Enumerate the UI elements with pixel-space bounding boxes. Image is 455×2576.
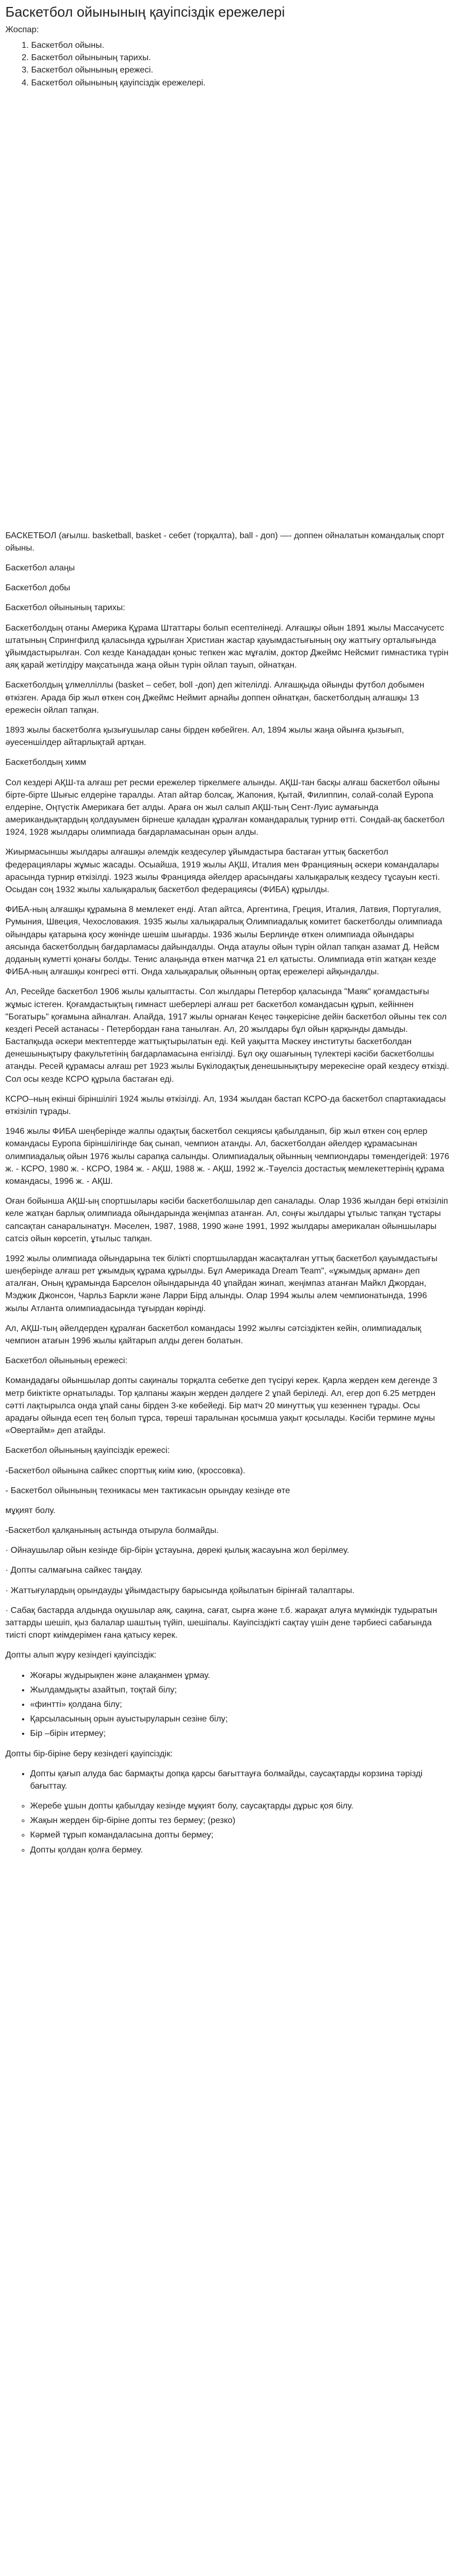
blank-area — [5, 89, 450, 530]
paragraph-safety-7: · Жаттығулардың орындауды ұйымдастыру барысында қойылатын бірінғай талаптары. — [5, 1586, 355, 1595]
toc-item: 2. Баскетбол ойынының тарихы. — [31, 52, 450, 64]
toc-item: 1. Баскетбол ойыны. — [31, 39, 450, 52]
paragraph-history-11: Оған бойынша АҚШ-ың спортшылары кәсіби баскетболшылар деп саналады. Олар 1936 жылдан бері өткізіліп келе жатқан барлық олимпиада ойындарында жеңімпаз атанған. Ал, соңғы жылдары ұтылыс тапқан тұстары сапсақтан санаралынатұн. Мәселен, 1987, 1988, 1990 және 1991, 1992 жылдары америкалан ойыншылары сатсіз ойын көрсетіп, ұтылыс тапқан. — [5, 1197, 449, 1243]
list-item: • Қарсыласының орын ауыстыруларын сезіне білу; — [30, 1713, 450, 1725]
paragraph-history-heading: Баскетбол ойынының тарихы: — [5, 603, 125, 613]
paragraph-history-6: Жиырмасыншы жылдары алғашқы әлемдік кездесулер ұйымдастыра бастаған уттық баскетбол федерациялары жұмыс жасады. Осыайша, 1919 жылы АҚШ, Италия мен Францияның әскери командалары арасында турнир өткізілді. 1923 жылы Францияда әйелдер арасындағы халықаралық кездесу тұсауын кесті. Осыдан соң 1932 жылы халықаралық баскетбол федерациясы (ФИБА) құрылды. — [5, 848, 440, 895]
paragraph-history-2: Баскетболдың ұлмелліллы (basket – себет, boll -доп) деп жітелілді. Алғашқыда ойынды футбол добымен өткізген. Арада бір жыл өткен соң Джеймс Неймит арнайы доппен ойнатқан, баскетболдың алғашқы 13 ережесін ойлап тапқан. — [5, 681, 424, 715]
toc-item: 4. Баскетбол ойынының қауіпсіздік ережелері. — [31, 77, 450, 89]
list-item: ◦ Жақын жерден бір-біріне допты тез бермеу; (резко) — [30, 1814, 450, 1827]
list-item: • Жылдамдықты азайтып, тоқтай білу; — [30, 1684, 450, 1696]
paragraph-rules-1: Командадағы ойыншылар допты сақиналы торқалта себетке деп түсіруі керек. Қарла жерден кем дегенде 3 метр биіктікте орнатылады. Тор қалпаны жақын жерден дәлдеге 2 ұпай беріледі. Ал, егер доп 6.25 метрден сәтті лақтырылса онда ұпай саны бірден 3-ке көбейеді. Бір матч 20 минуттық үш кезеннен тұрады. Осы арадағы ойында есеп тең болып тұрса, төреші таралынан қосымша уақыт қосылады. Кәсіби термине мұны «Овертайм» деп атайды. — [5, 1376, 438, 1436]
dribble-list — [5, 1768, 450, 1792]
paragraph-safety-3: мұқият болу. — [5, 1506, 56, 1515]
catch-list — [5, 1669, 450, 1740]
paragraph-definition: БАСКЕТБОЛ (ағылш. basketball, basket - себет (торқалта), ball - доп) —- доппен ойналатын командалық спорт ойыны. — [5, 531, 445, 553]
list-item: • Жоғары жүдырықпен және алақанмен ұрмау. — [30, 1669, 450, 1682]
toc-item: 3. Баскетбол ойынының ережесі. — [31, 64, 450, 76]
paragraph-rules-heading: Баскетбол ойынының ережесі: — [5, 1356, 128, 1366]
paragraph-history-7: ФИБА-ның алғашқы құрамына 8 мемлекет енді. Атап айтса, Аргентина, Греция, Италия, Латвия, Португалия, Румыния, Швеция, Чехословакия. 1935 жылы халықаралық Олимпиадалық комитет баскетболды олимпиада ойындары қатарына қосу жөнінде шешім шығарды. 1936 жылы Берлинде өткен олимпиада ойындары аясында баскетболдың бағдарламасы дайындалды. Онда атаулы ойын түрін ойлап тапқан азамат Д. Нейсм доданың куметті қонағы болды. Тенис алаңында өткен матчқа 21 ел қатысты. Олимпиада өтіп жатқан кезде ФИБА-ның алғашқы конгресі өтті. Онда халықаралық ойынның ортақ ережелері айқындалды. — [5, 905, 443, 977]
paragraph-safety-4: -Баскетбол қалқанының астында отырула болмайды. — [5, 1526, 219, 1536]
paragraph-safety-1: -Баскетбол ойынына сайкес спорттық киім кию, (кроссовка). — [5, 1466, 245, 1475]
pass-list — [5, 1800, 450, 1856]
paragraph-history-1: Баскетболдың отаны Америка Құрама Штаттары болып есептелінеді. Алғашқы ойын 1891 жылы Массачусетс штатының Спрингфилд қаласында құрылған Христиан жастар қауымдастығының оқу жаттығу орталығында ұйымдастырылған. Сол кезде Канададан қоныс тепкен жас мұғалім, доктор Джеймс Нейсмит гимнастика түрін аяқ қарай жетілдіру мақсатында жаңа ойын түрін ойлап тауып, ойнатқан. — [5, 623, 449, 670]
paragraph-safety-8: · Сабақ бастарда алдында оқушылар аяқ, сақина, сағат, сырға және т.б. жарақат алуға мүмкіндік тудыратын заттарды шешіп, қыз балалар шаштың түйіп, шешіпалы. Кауіпсіздікті сақтау үшін дене тәрбиесі сабағында тиісті спорт киімдерімен ғана қатысу керек. — [5, 1605, 437, 1640]
list-item: ◦ Кәрмей тұрып командаласына допты бермеу; — [30, 1829, 450, 1841]
paragraph-ball: Баскетбол добы — [5, 583, 70, 593]
paragraph-safety-2: - Баскетбол ойынының техникасы мен тактикасын орындау кезінде өте — [5, 1486, 290, 1495]
paragraph-history-3: 1893 жылы баскетболға қызығушылар саны бірден көбейген. Ал, 1894 жылы жаңа ойынға қызығып, әуесеншілдер айтарлықтай артқан. — [5, 725, 405, 748]
list-item: ◦ Допты қолдан қолға бермеу. — [30, 1844, 450, 1856]
list-item: • Бір –бірін итермеу; — [30, 1727, 450, 1740]
table-of-contents — [5, 39, 450, 89]
list-item: • «финтті» қолдана білу; — [30, 1698, 450, 1711]
paragraph-dribble-heading: Допты бір-біріне беру кезіндегі қауіпсіздік: — [5, 1749, 173, 1759]
paragraph-safety-heading: Баскетбол ойынының қауіпсіздік ережесі: — [5, 1446, 170, 1456]
list-item: ◦ Жеребе ұшын допты қабылдау кезінде мұқият болу, саусақтарды дұрыс қоя білу. — [30, 1800, 450, 1812]
list-item: • Допты қағып алуда бас бармақты допқа қарсы бағыттауға болмайды, саусақтарды корзина тәріздi бағыттау. — [30, 1768, 450, 1792]
paragraph-history-10: 1946 жылы ФИБА шеңберінде жалпы одақтық баскетбол секциясы қабылданып, бір жыл өткен соң ерлер командасы Еуропа біріншілігінде бақ сынап, чемпион атанды. Ал, баскетболдан әйелдер құрамасынан олимпиадалық ойын 1976 жылы сарапқа салынды. Олимпиадалық ойынның чемпиондары төмендегідей: 1976 ж. - КСРО, 1980 ж. - КСРО, 1984 ж. - АҚШ, 1988 ж. - АҚШ, 1992 ж.-Тәуелсіз достастық мемлекеттерінің құрама командасы, 1996 ж. - АҚШ. — [5, 1127, 450, 1186]
paragraph-history-8: Ал, Ресейде баскетбол 1906 жылы қалыптасты. Сол жылдары Петербор қаласында "Маяк" қоғамдастығы жұмыс істеген. Қоғамдастықтың гимнаст шеберлері алғаш рет баскетбол командасын құрып, кейіннен "Богатырь" қоғамына айналған. Алайда, 1917 жылы орнаған Кеңес тәңкерісіне дейін баскетбол ойыны тек сол кездегі Ресей астанасы - Петербордан ғана танылған. Ал, 20 жылдары бұл ойын қарқынды дамыды. Бастапқыда әскери мектептерде жаттықтырылатын еді. Кей уақытта Мәскеу институты баскетболдан денешынықтыру факультетінің бағдарламасына енгізілді. Бұл оқу ошағының түлектері кәсіби баскетболшы атанды. Ресей құрамасы алғаш рет 1923 жылы Бүкілодақтық денешынықтыру мерекесіне орай кездесу өткізді. Сол осы кезде КСРО құрыла бастаған еді. — [5, 987, 450, 1084]
paragraph-history-12: 1992 жылы олимпиада ойындарына тек біліктi спортшылардан жасақталған уттық баскетбол қауымдастығы шеңберінде алғаш рет ұжымдық құрама құрылды. Бұл Америкада Dream Team", «ұжымдық арман» деп аталған, Оның құрамында Барселон ойындарында 40 ұпайдан жинап, жеңімпаз атанған Майкл Джордан, Мэджик Джонсон, Чарльз Баркли және Ларри Бірд алынды. Олар 1994 жылы әлем чемпионатында, 1996 жылы Атланта олимпиадасында тұғырдан көрінді. — [5, 1254, 438, 1313]
paragraph-safety-6: · Допты салмағына сайкес таңдау. — [5, 1566, 143, 1575]
toc-label: Жоспар: — [5, 25, 39, 34]
page-title: Баскетбол ойынының қауіпсіздік ережелері — [5, 4, 285, 20]
paragraph-history-9: КСРО–ның екінші біріншілігі 1924 жылы өткізілді. Ал, 1934 жылдан бастап КСРО-да баскетбол спартакиадасы өткізіліп тұрады. — [5, 1094, 446, 1117]
paragraph-history-4: Баскетболдың химм — [5, 758, 86, 768]
paragraph-court: Баскетбол алаңы — [5, 563, 75, 573]
article-body — [5, 530, 450, 1856]
paragraph-catch-heading: Допты алып жүру кезіндегі қауіпсіздік: — [5, 1651, 156, 1660]
paragraph-history-13: Ал, АҚШ-тың әйелдерден құралған баскетбол командасы 1992 жылғы сәтсіздіктен кейін, олимпиадалық чемпион атағын 1996 жылы қайтарып алды деген болатын. — [5, 1323, 422, 1346]
paragraph-safety-5: · Ойнаушылар ойын кезінде бір-бірін ұстауына, дөрекі қылық жасауына жол берілмеу. — [5, 1546, 349, 1555]
paragraph-history-5: Сол кездері АҚШ-та алғаш рет ресми ережелер тіркелмеге алынды. АҚШ-тан басқы алғаш баскетбол ойыны бірте-бірте Шығыс елдеріне таралды. Атап айтар болсақ, Жапония, Қытай, Филиппин, солай-солай Еуропа елдеріне, Оңтүстік Америкаға бет алды. Араға он жыл салып АҚШ-тың Сент-Луис аумағында американдықтардың қолдауымен бірнеше қаладан құралған командаралық турнир өтті. Сондай-ақ баскетбол 1924, 1928 жылдары олимпиада бағдарламасынан орын алды. — [5, 778, 445, 837]
